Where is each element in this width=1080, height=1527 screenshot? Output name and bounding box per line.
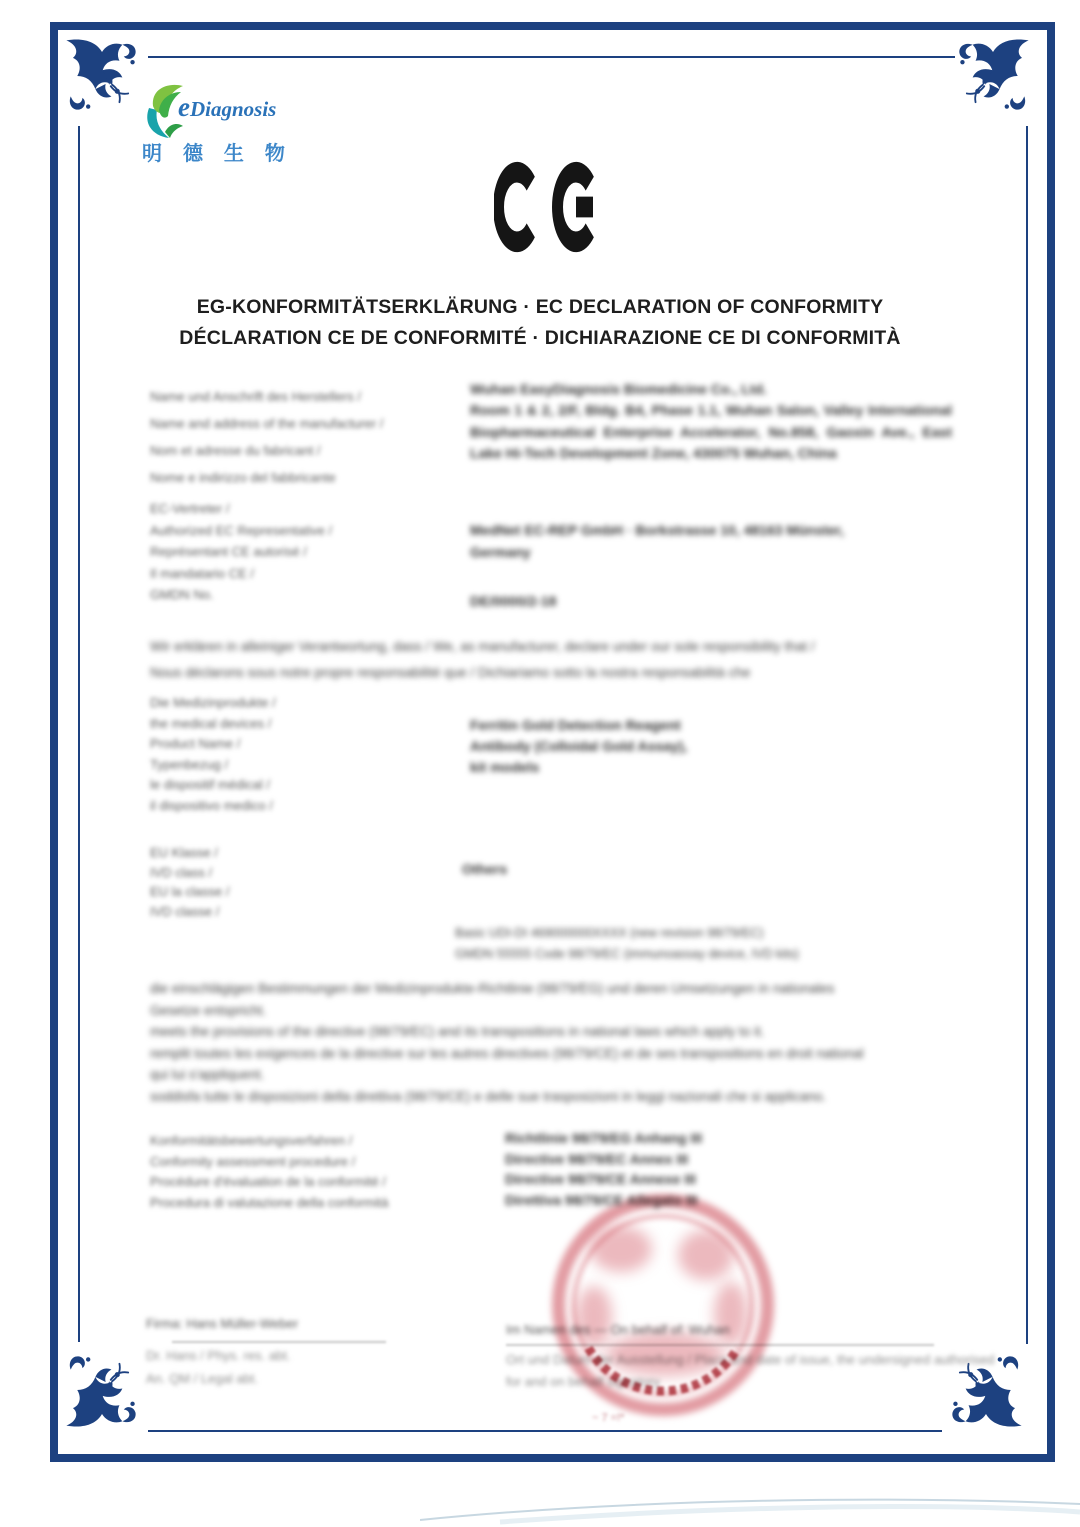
blurred-signatory-name: Firma: Hans Müller-Weber <box>146 1316 299 1331</box>
blurred-label: Nom et adresse du fabricant / <box>150 443 321 458</box>
ec-rep-labels <box>150 498 332 606</box>
blurred-label: Nome e indirizzo del fabbricante <box>150 470 336 485</box>
blurred-label: EC-Vertreter / <box>150 501 230 516</box>
product-labels <box>150 693 276 816</box>
doc-title-line2: DÉCLARATION CE DE CONFORMITÉ · DICHIARAZIONE CE DI CONFORMITÀ <box>179 327 901 349</box>
blurred-paragraph-line: soddisfa tutte le disposizioni della direttiva (98/79/CE) e delle sue trasposizioni in leggi nazionali che si applicano. <box>150 1088 827 1104</box>
blurred-directive-value: Direttiva 98/79/CE Allegato III <box>505 1191 698 1208</box>
blurred-paragraph-line: die einschlägigen Bestimmungen der Medizinprodukte-Richtlinie (98/79/EG) und deren Umsetzungen in nationales <box>150 981 835 996</box>
blurred-label: Name and address of the manufacturer / <box>150 416 384 431</box>
blurred-label: Name und Anschrift des Herstellers / <box>150 389 361 404</box>
blurred-label: Die Medizinprodukte / <box>150 695 276 710</box>
corner-ornament-top-right-icon <box>953 36 1033 116</box>
product-values <box>470 715 687 778</box>
blurred-paragraph-line: meets the provisions of the directive (98/79/EC) and its transpositions in national laws which apply to it. <box>150 1024 765 1039</box>
brand-initial: e <box>178 92 190 122</box>
blurred-label: Typenbezug / <box>150 756 229 772</box>
blurred-signatory-title: Dr. Hans / Phys. res. abt. <box>146 1348 291 1363</box>
inner-frame-line-top <box>148 56 955 58</box>
blurred-product-name: Ferritin Gold Detection Reagent <box>470 717 681 733</box>
declaration-paragraph <box>150 634 815 685</box>
stamp-footnote-marks: ~ 7 =!* <box>592 1412 625 1424</box>
blurred-label: GMDN No. <box>150 587 214 602</box>
corner-ornament-top-left-icon <box>62 36 142 116</box>
signature-line <box>172 1341 386 1343</box>
blurred-label: EU Klasse / <box>150 845 218 860</box>
blurred-company-address: Room 1 & 2, 2/F, Bldg. B4, Phase 1.1, Wuhan Salon, Valley International Biopharmaceutical Enterprise Accelerator, No.858, Gaoxin Ave., East Lake Hi-Tech Development Zone, 430075 Wuhan, China <box>470 402 952 461</box>
brand-cjk: 明 德 生 物 <box>142 141 292 165</box>
conformity-labels <box>150 1131 388 1213</box>
blurred-label: Il mandatario CE / <box>150 565 255 581</box>
blurred-label: Procedura di valutazione della conformità <box>150 1194 389 1210</box>
blurred-label: Product Name / <box>150 736 241 751</box>
blurred-ec-rep-line: MedNet EC-REP GmbH · Borkstrasse 10, 48163 Münster, <box>470 522 844 538</box>
brand-rest: Diagnosis <box>189 97 277 121</box>
blurred-issue-line: Im Namen des — On behalf of: Wuhan <box>506 1322 730 1337</box>
blurred-directive-value: Directive 98/79/CE Annexe III <box>505 1171 696 1187</box>
blurred-ivd-class-value: Others <box>462 861 508 877</box>
blurred-label: Conformity assessment procedure / <box>150 1153 356 1169</box>
blurred-signatory-role: for and on behalf signatory <box>506 1374 660 1389</box>
blurred-company-name: Wuhan EasyDiagnosis Biomedicine Co., Ltd. <box>470 381 767 397</box>
blurred-note-line: Basic UDI-DI 469000000XXXX (new revision 98/79/EC) <box>455 926 764 940</box>
blurred-signatory-dept: An. QM / Legal abt. <box>146 1371 259 1386</box>
blurred-note-line: GMDN 55555 Code 98/79/EC (immunoassay device, IVD kits) <box>455 947 799 961</box>
ivd-class-notes <box>455 923 799 965</box>
ivd-class-labels <box>150 843 229 921</box>
manufacturer-values <box>470 381 952 465</box>
blurred-paragraph-line: remplit toutes les exigences de la directive sur les autres directives (98/79/CE) et de ses transpositions en droit national <box>150 1045 864 1061</box>
blurred-label: Konformitätsbewertungsverfahren / <box>150 1133 353 1148</box>
stamp-arc-text <box>548 1190 778 1420</box>
ec-rep-values <box>470 520 960 563</box>
blurred-paragraph-line: Nous déclarons sous notre propre responsabilité que / Dichiariamo sotto la nostra responsabilità che <box>150 664 751 680</box>
blurred-ec-rep-line: Germany <box>470 543 531 560</box>
blurred-paragraph-line: Gesetze entspricht. <box>150 1002 267 1018</box>
blurred-registration-number: DE/0000/2-18 <box>470 593 557 609</box>
manufacturer-labels <box>150 383 383 491</box>
corner-ornament-bottom-left-icon <box>62 1350 142 1430</box>
blurred-paragraph-line: Wir erklären in alleiniger Verantwortung, dass / We, as manufacturer, declare under our sole responsibility that / <box>150 639 815 654</box>
blurred-product-name: Antibody (Colloidal Gold Assay), <box>470 738 688 754</box>
blurred-label: IVD class / <box>150 864 213 880</box>
blurred-label: EU la classe / <box>150 884 230 899</box>
inner-frame-line-bottom <box>148 1430 942 1432</box>
blurred-label: the medical devices / <box>150 715 272 731</box>
blurred-label: IVD classe / <box>150 903 220 919</box>
blurred-directive-value: Directive 98/79/EC Annex III <box>505 1150 689 1167</box>
blurred-paragraph-line: qui lui s'appliquent. <box>150 1067 265 1082</box>
blurred-product-name: kit models <box>470 759 540 775</box>
doc-title-line1: EG-KONFORMITÄTSERKLÄRUNG · EC DECLARATION OF CONFORMITY <box>196 296 884 318</box>
blurred-label: Procédure d'évaluation de la conformité / <box>150 1174 386 1189</box>
blurred-label: le dispositif médical / <box>150 777 270 792</box>
brand-name <box>178 92 276 123</box>
blurred-label: il dispositivo medico / <box>150 797 273 813</box>
blurred-place-date-line: Ort und Datum der Ausstellung / Place and date of issue, the undersigned authorised <box>506 1352 995 1367</box>
blurred-label: Représentant CE autorisé / <box>150 544 307 559</box>
blurred-directive-value: Richtlinie 98/79/EG Anhang III <box>505 1130 703 1146</box>
bottom-swoosh-decoration <box>420 1488 1080 1526</box>
ce-mark-icon <box>494 160 606 254</box>
company-stamp-seal <box>548 1190 778 1420</box>
directive-paragraph <box>150 978 864 1107</box>
blurred-label: Authorized EC Representative / <box>150 522 333 538</box>
